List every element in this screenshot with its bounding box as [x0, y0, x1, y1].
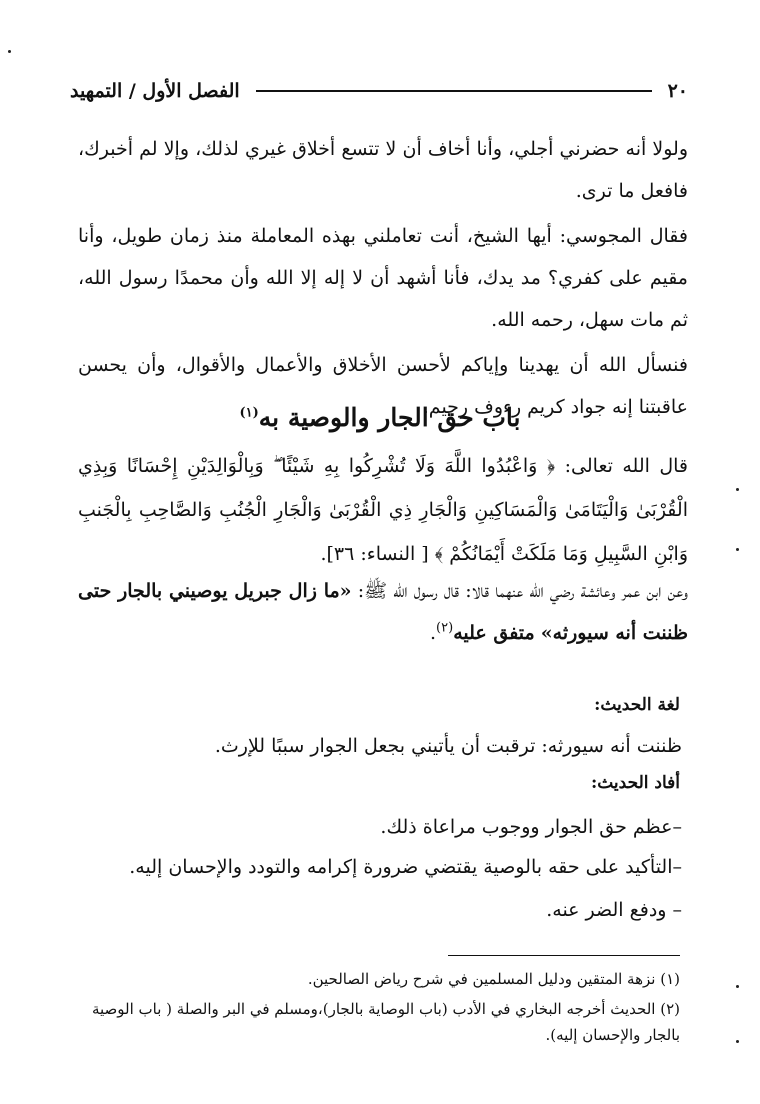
scan-speck [736, 488, 739, 491]
verse-text: وَاعْبُدُوا اللَّهَ وَلَا تُشْرِكُوا بِهِ شَيْئًا ۖ وَبِالْوَالِدَيْنِ إِحْسَانًا وَبِذِي الْقُرْبَىٰ وَالْيَتَامَىٰ وَالْمَسَاكِينِ وَالْجَارِ ذِي الْقُرْبَىٰ وَالْجَارِ الْجُنُبِ وَالصَّاحِبِ بِالْجَنبِ وَابْنِ السَّبِيلِ وَمَا مَلَكَتْ أَيْمَانُكُمْ [78, 455, 688, 565]
benefit-item: – ودفع الضر عنه. [546, 899, 682, 921]
hadith-grading: متفق عليه [453, 622, 535, 644]
intro-paragraph: ولولا أنه حضرني أجلي، وأنا أخاف أن لا تتسع أخلاق غيري لذلك، وإلا لم أخبرك، فافعل ما ترى. [78, 138, 688, 202]
hadith-end: . [430, 622, 437, 644]
footnote-ref-2: (٢) [436, 620, 454, 636]
language-heading: لغة الحديث: [594, 695, 680, 715]
verse-intro: قال الله تعالى: [564, 455, 688, 477]
intro-paragraph: فقال المجوسي: أيها الشيخ، أنت تعاملني بهذه المعاملة منذ زمان طويل، وأنا مقيم على كفري؟ مد يدك، فأنا أشهد أن لا إله إلا الله وأن محمدًا رسول الله، ثم مات سهل، رحمه الله. [78, 225, 688, 331]
page-number: ٢٠ [667, 80, 688, 102]
header-rule [256, 90, 652, 92]
benefits-heading: أفاد الحديث: [590, 773, 680, 793]
hadith-narration: وعن ابن عمر وعائشة رضي الله عنهما قالا: قال رسول الله ﷺ: [357, 580, 688, 602]
section-title: باب حق الجار والوصية به [258, 403, 521, 432]
footnotes [70, 966, 680, 1052]
benefit-item: –التأكيد على حقه بالوصية يقتضي ضرورة إكرامه والتودد والإحسان إليه. [129, 856, 682, 878]
hadith [78, 570, 688, 654]
intro-paragraph: فنسأل الله أن يهدينا وإياكم لأحسن الأخلاق والأعمال والأقوال، وأن يحسن عاقبتنا إنه جواد كريم رءوف رحيم. [78, 354, 688, 418]
scan-speck [736, 1040, 739, 1043]
running-title: الفصل الأول / التمهيد [70, 80, 240, 102]
section-heading [70, 398, 690, 438]
verse-close-bracket: ﴾ [434, 543, 444, 565]
footnote-separator [448, 955, 680, 956]
verse-reference: [ النساء: ٣٦]. [320, 543, 429, 565]
benefit-item: –عظم حق الجوار ووجوب مراعاة ذلك. [380, 816, 682, 838]
running-header [70, 76, 688, 106]
footnote-item: (١) نزهة المتقين ودليل المسلمين في شرح رياض الصالحين. [307, 970, 680, 988]
verse-open-bracket: ﴿ [546, 455, 556, 477]
scan-speck [736, 985, 739, 988]
language-text: ظننت أنه سيورثه: ترقبت أن يأتيني بجعل الجوار سببًا للإرث. [214, 735, 682, 757]
hadith-quote: «ما زال جبريل يوصيني بالجار حتى ظننت أنه سيورثه» [78, 580, 688, 644]
intro-text [78, 128, 688, 428]
footnote-item: (٢) الحديث أخرجه البخاري في الأدب (باب الوصاية بالجار)،ومسلم في البر والصلة ( باب الوصية بالجار والإحسان إليه). [91, 1000, 680, 1044]
quran-verse [78, 444, 688, 576]
scan-speck [736, 548, 739, 551]
footnote-ref-1: (١) [239, 405, 259, 421]
scan-speck [8, 50, 11, 53]
